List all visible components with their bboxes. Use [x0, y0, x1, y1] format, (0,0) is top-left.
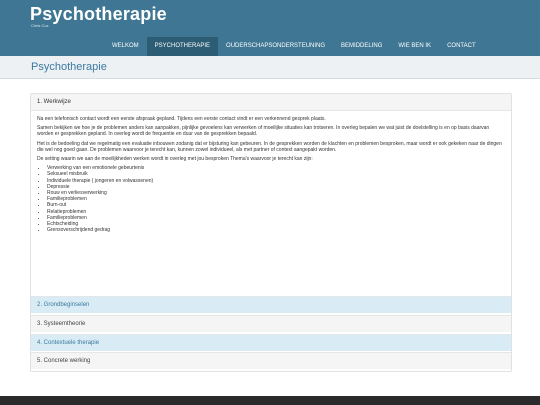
- body-paragraph: De setting waarin we aan de moeilijkheden werken wordt in overleg met jou besproken Thema's waarvoor je terecht kan zijn:: [37, 156, 313, 163]
- accordion-header-systeemtheorie[interactable]: 3. Systeemtheorie: [31, 315, 511, 332]
- body-paragraph: Samen bekijken we hoe je de problemen anders kan aanpakken, pijnlijke gevoelens kan verwerken of moeilijke situaties kan trotseren. In overleg bepalen we wat juist de doelstelling is en op basis daarvan worden er gesprekken gepland. In overleg wordt de frequentie en duur van de gesprekken bepaald.: [37, 125, 490, 138]
- list-item: • Grensoverschrijdend gedrag: [47, 227, 503, 233]
- list-item: • Depressie: [47, 184, 503, 190]
- list-item: • Relatieproblemen: [47, 209, 503, 215]
- site-header: [0, 0, 540, 56]
- list-item: • Verwerking van een emotionele gebeurtenis: [47, 165, 503, 171]
- accordion-header-contextuele-therapie[interactable]: 4. Contextuele therapie: [31, 334, 511, 351]
- list-item: • Burn-out: [47, 202, 503, 208]
- page-title: Psychotherapie: [31, 61, 107, 73]
- nav-item-ouderschapsondersteuning[interactable]: OUDERSCHAPSONDERSTEUNING: [226, 43, 326, 49]
- accordion-header-werkwijze[interactable]: 1. Werkwijze: [31, 94, 511, 111]
- page-title-bar: [0, 56, 540, 79]
- site-subtitle: Chris Cox: [31, 23, 49, 28]
- site-footer: [0, 396, 540, 405]
- list-item: • Familieproblemen: [47, 196, 503, 202]
- themes-list: [37, 165, 503, 233]
- accordion-body-werkwijze: [37, 116, 503, 233]
- accordion: [30, 93, 512, 372]
- accordion-header-concrete-werking[interactable]: 5. Concrete werking: [31, 352, 511, 369]
- main-nav: [104, 37, 484, 56]
- body-paragraph: Het is de bedoeling dat we regelmatig een evaluatie inbouwen zodanig dat er bijsturing kan gebeuren. In de gesprekken worden de klachten en problemen besproken, maar wordt er ook gekeken naar de dingen die wel nog goed gaan. De problemen waarvoor je terecht kan, kunnen zowel individueel, als met partner of context aangepakt worden.: [37, 140, 502, 153]
- site-title[interactable]: Psychotherapie: [30, 4, 167, 24]
- list-item: • Familieproblemen: [47, 215, 503, 221]
- nav-item-psychotherapie[interactable]: PSYCHOTHERAPIE: [147, 37, 218, 56]
- list-item: • Rouw en verliesverwerking: [47, 190, 503, 196]
- nav-item-contact[interactable]: CONTACT: [447, 43, 476, 49]
- body-paragraph: Na een telefonisch contact wordt een eerste afspraak gepland. Tijdens een eerste contact vindt er een verkennend gesprek plaats.: [37, 116, 326, 122]
- accordion-header-grondbeginselen[interactable]: 2. Grondbeginselen: [31, 296, 511, 313]
- nav-item-bemiddeling[interactable]: BEMIDDELING: [341, 43, 383, 49]
- list-item: • Individuele therapie ( jongeren en volwassenen): [47, 178, 503, 184]
- list-item: • Echtscheiding: [47, 221, 503, 227]
- nav-item-welkom[interactable]: WELKOM: [112, 43, 139, 49]
- nav-item-wie-ben-ik[interactable]: WIE BEN IK: [398, 43, 432, 49]
- list-item: • Seksueel misbruik: [47, 171, 503, 177]
